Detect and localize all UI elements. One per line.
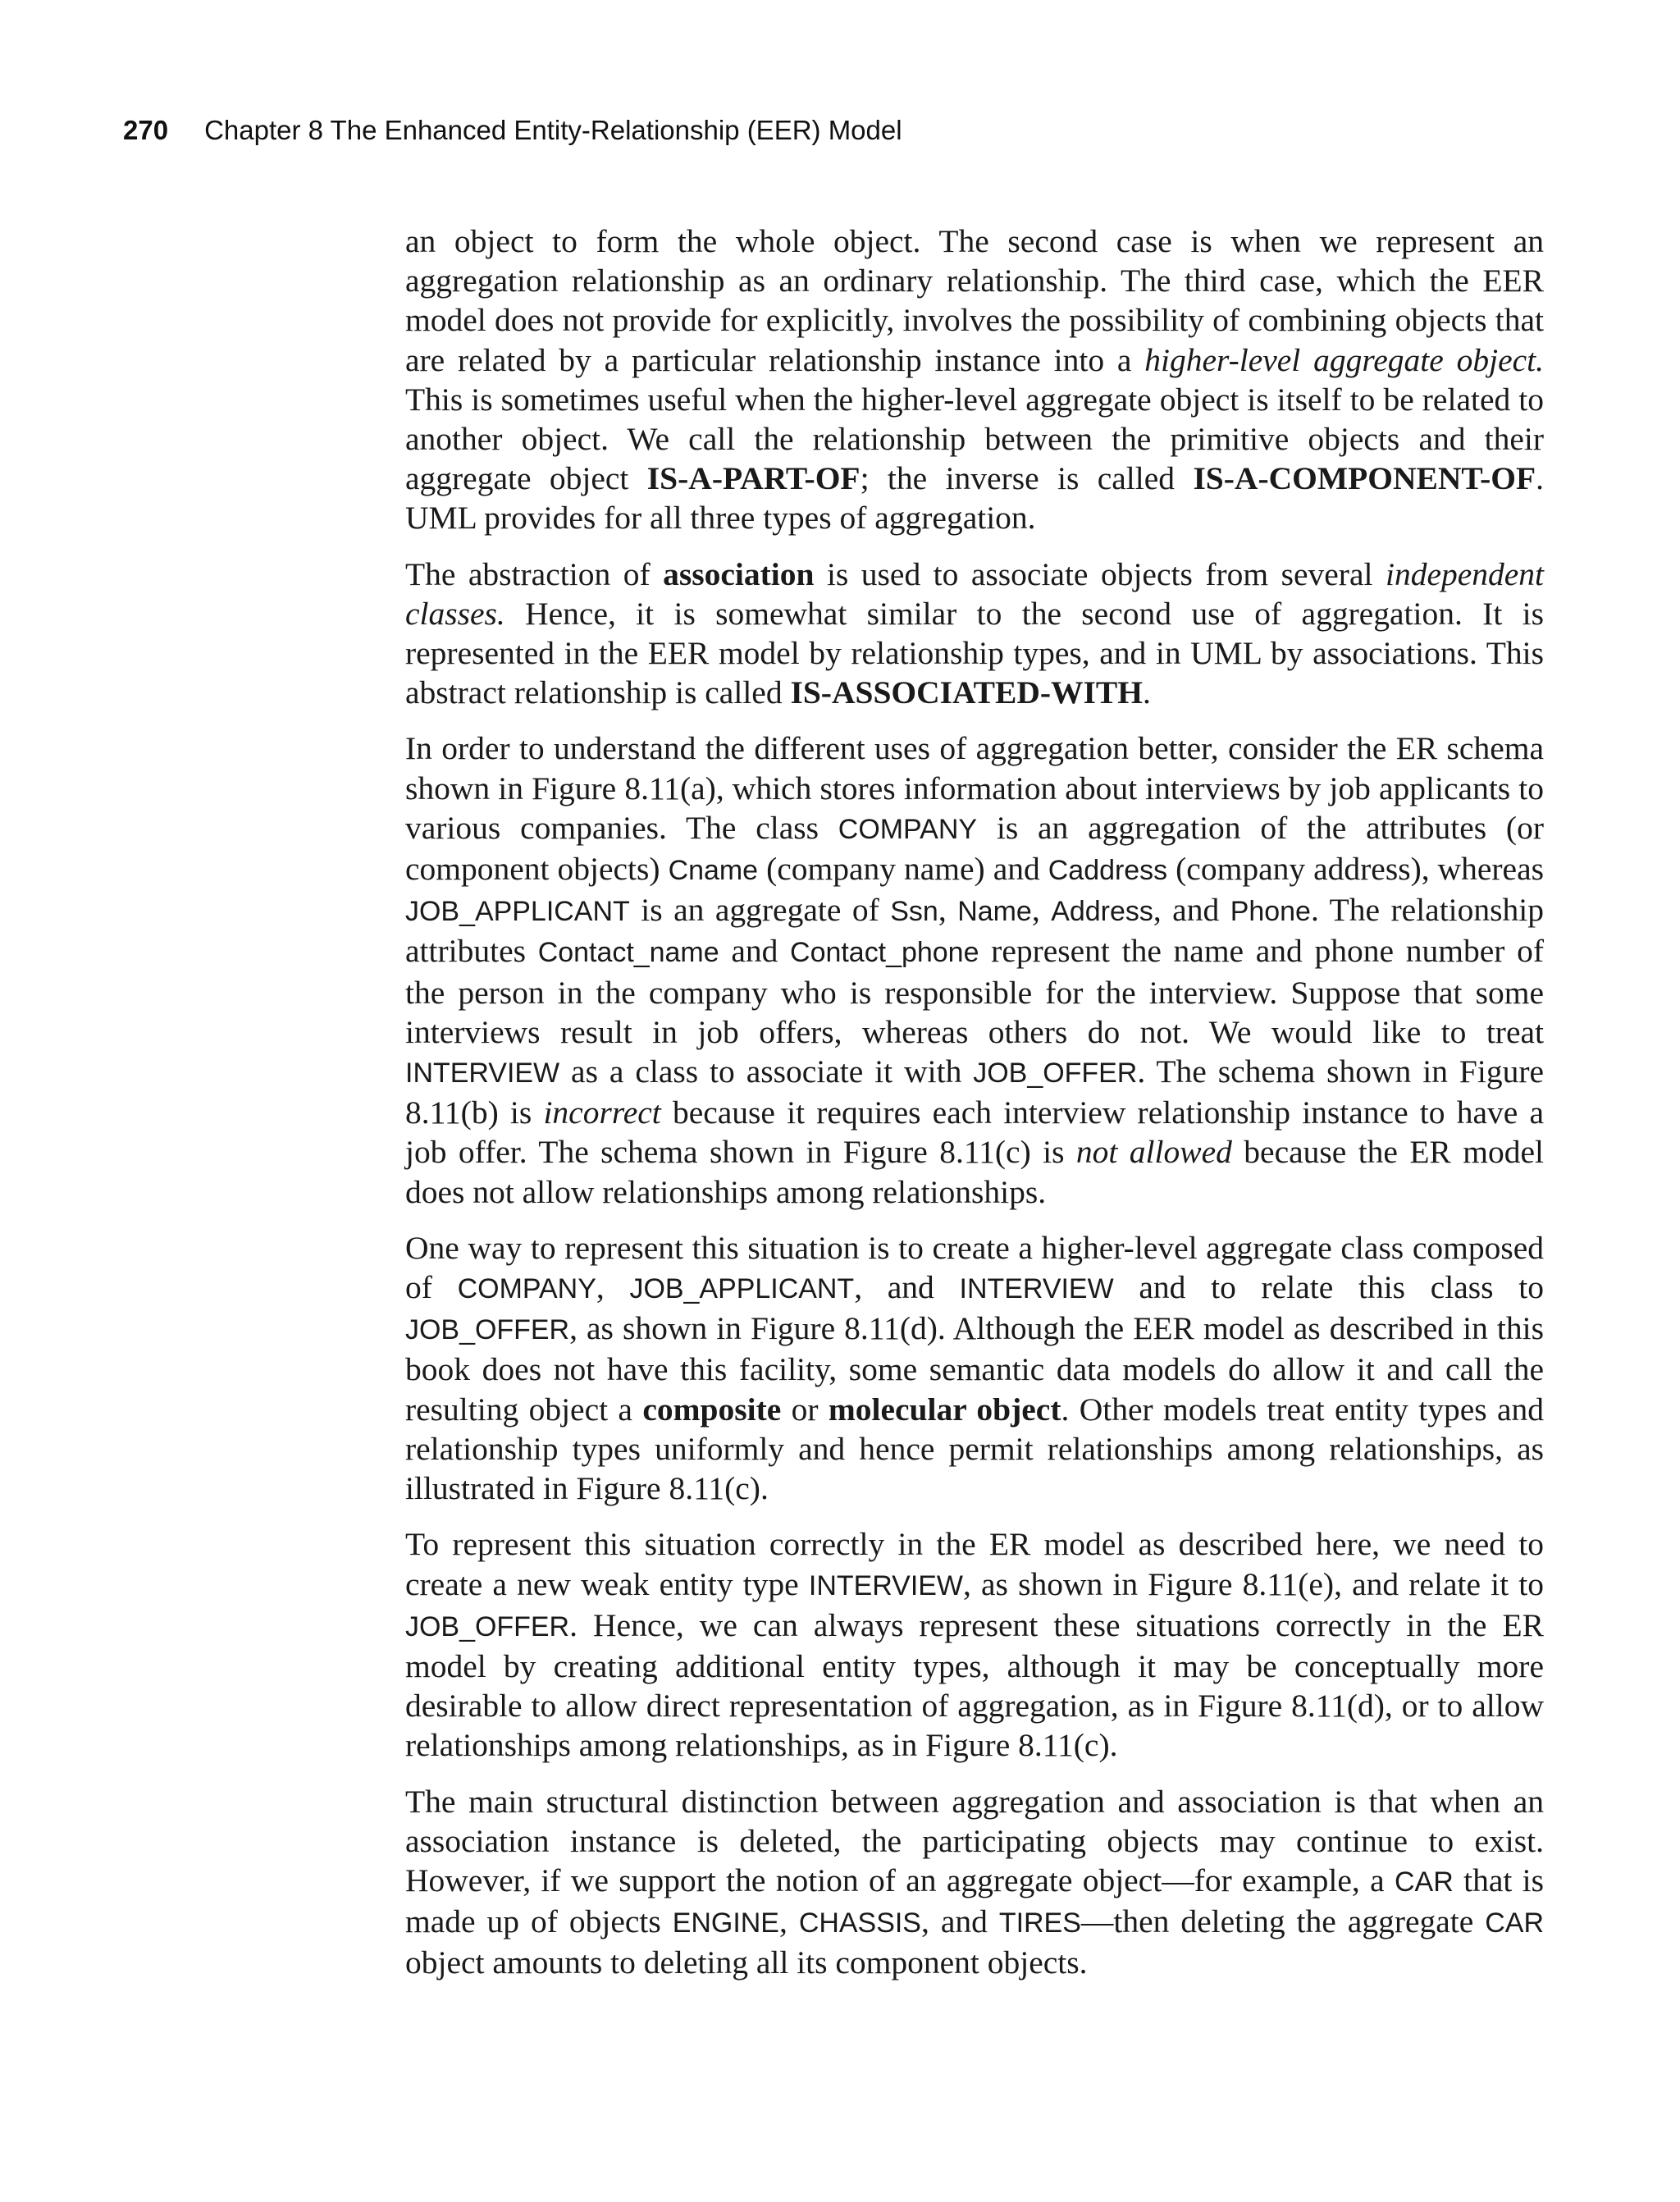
schema-name: INTERVIEW: [808, 1569, 963, 1601]
text-run: This is sometimes useful when the higher-level aggregate object is itself to be related to another object. We call the relationship between the primitive objects and their aggregate object: [405, 381, 1544, 497]
bold-term: molecular object: [828, 1391, 1061, 1428]
text-run: represent the name and phone number of the person in the company who is responsible for the interview. Suppose that some interviews result in job offers, whereas others do not. We would like to treat: [405, 933, 1544, 1050]
paragraph-weak-entity: [405, 1524, 1544, 1765]
schema-name: COMPANY: [838, 813, 978, 845]
chapter-title: Chapter 8 The Enhanced Entity-Relationship (EER) Model: [204, 115, 902, 145]
text-run: .: [1142, 674, 1151, 711]
running-header: [123, 115, 902, 146]
bold-term: IS-A-PART-OF: [646, 460, 861, 497]
text-run: because the ER model does not allow relationships among relationships.: [405, 1134, 1544, 1210]
text-run: The main structural distinction between aggregation and association is that when an association instance is deleted, the participating objects may continue to exist. However, if we support the notion of an aggregate object—for example, a: [405, 1783, 1544, 1898]
schema-name: CAR: [1395, 1866, 1454, 1898]
italic-phrase: incorrect: [543, 1094, 661, 1131]
schema-name: Contact_phone: [790, 937, 979, 969]
schema-name: JOB_OFFER: [405, 1314, 570, 1346]
text-run: is an aggregation of the attributes (or component objects): [405, 809, 1544, 888]
bold-term: IS-A-COMPONENT-OF: [1193, 460, 1536, 497]
schema-name: Ssn: [890, 896, 938, 928]
paragraph-aggregate-class: [405, 1228, 1544, 1508]
text-run: that is made up of objects: [405, 1862, 1545, 1940]
bold-term: association: [663, 555, 815, 592]
text-run: as a class to associate it with: [559, 1053, 974, 1090]
schema-name: ENGINE: [672, 1907, 779, 1939]
text-run: . UML provides for all three types of aggregation.: [405, 460, 1544, 537]
text-run: . The schema shown in Figure 8.11(b) is: [405, 1053, 1544, 1131]
text-run: and: [719, 933, 791, 970]
text-run: ,: [1031, 892, 1052, 929]
text-run: ,: [778, 1903, 799, 1940]
schema-name: Caddress: [1048, 855, 1168, 887]
text-run: , and: [1153, 892, 1230, 929]
text-run: an object to form the whole object. The second case is when we represent an aggregation relationship as an ordinary relationship. The third case, which the EER model does not provide for explicitly, involves the possibility of combining objects that are related by a particular relationship instance into a: [405, 223, 1544, 378]
schema-name: TIRES: [998, 1907, 1081, 1939]
text-run: , as shown in Figure 8.11(e), and relate it to: [962, 1565, 1544, 1602]
italic-phrase: independent classes.: [405, 555, 1545, 632]
text-run: —then deleting the aggregate: [1080, 1903, 1486, 1940]
text-run: , as shown in Figure 8.11(d). Although the EER model as described in this book does not have this facility, some semantic data models do allow it and call the resulting object a: [405, 1310, 1544, 1428]
text-run: (company name) and: [758, 851, 1048, 888]
text-run: To represent this situation correctly in the ER model as described here, we need to create a new weak entity type: [405, 1526, 1544, 1602]
italic-phrase: higher-level aggregate object.: [1144, 341, 1544, 378]
body-text: [405, 222, 1544, 1999]
schema-name: Address: [1051, 896, 1153, 928]
text-run: ; the inverse is called: [860, 460, 1194, 497]
text-run: In order to understand the different uses of aggregation better, consider the ER schema shown in Figure 8.11(a), which stores information about interviews by job applicants to various companies. The class: [405, 730, 1544, 846]
schema-name: JOB_OFFER: [973, 1058, 1138, 1090]
schema-name: Phone: [1230, 896, 1311, 928]
text-run: . The relationship attributes: [405, 892, 1545, 970]
text-run: . Other models treat entity types and relationship types uniformly and hence permit relationships among relationships, as illustrated in Figure 8.11(c).: [405, 1391, 1544, 1507]
schema-name: JOB_APPLICANT: [405, 896, 630, 928]
schema-name: COMPANY: [457, 1273, 596, 1305]
text-run: One way to represent this situation is to create a higher-level aggregate class composed of: [405, 1229, 1544, 1306]
paragraph-association: [405, 555, 1544, 713]
italic-phrase: not allowed: [1075, 1134, 1232, 1171]
text-run: is an aggregate of: [629, 892, 891, 929]
text-run: (company address), whereas: [1167, 851, 1544, 888]
schema-name: INTERVIEW: [405, 1058, 560, 1090]
text-run: . Hence, we can always represent these situations correctly in the ER model by creating additional entity types, although it may be conceptually more desirable to allow direct representation of aggregation, as in Figure 8.11(d), or to allow relationships among relationships, as in Figure 8.11(c).: [405, 1606, 1544, 1764]
text-run: Hence, it is somewhat similar to the second use of aggregation. It is represented in the EER model by relationship types, and in UML by associations. This abstract relationship is called: [405, 595, 1544, 711]
schema-name: JOB_APPLICANT: [629, 1273, 855, 1305]
schema-name: Cname: [668, 855, 759, 887]
text-run: , and: [854, 1269, 960, 1306]
text-run: ,: [938, 892, 958, 929]
page-number: 270: [123, 115, 169, 145]
schema-name: Name: [957, 896, 1032, 928]
text-run: because it requires each interview relationship instance to have a job offer. The schema shown in Figure 8.11(c) is: [405, 1094, 1544, 1171]
bold-term: IS-ASSOCIATED-WITH: [790, 674, 1143, 711]
text-run: ,: [596, 1269, 630, 1306]
bold-term: composite: [642, 1391, 782, 1428]
schema-name: INTERVIEW: [959, 1273, 1114, 1305]
schema-name: CAR: [1485, 1907, 1545, 1939]
text-run: and to relate this class to: [1113, 1269, 1544, 1306]
text-run: or: [781, 1391, 829, 1428]
text-run: The abstraction of: [405, 555, 664, 592]
paragraph-aggregation-cases: [405, 222, 1544, 538]
schema-name: CHASSIS: [798, 1907, 921, 1939]
text-run: object amounts to deleting all its component objects.: [405, 1944, 1088, 1981]
paragraph-interview-schema: [405, 729, 1544, 1211]
text-run: is used to associate objects from several: [814, 555, 1386, 592]
text-run: , and: [920, 1903, 999, 1940]
schema-name: JOB_OFFER: [405, 1610, 570, 1642]
schema-name: Contact_name: [537, 937, 719, 969]
paragraph-structural-distinction: [405, 1782, 1544, 1983]
